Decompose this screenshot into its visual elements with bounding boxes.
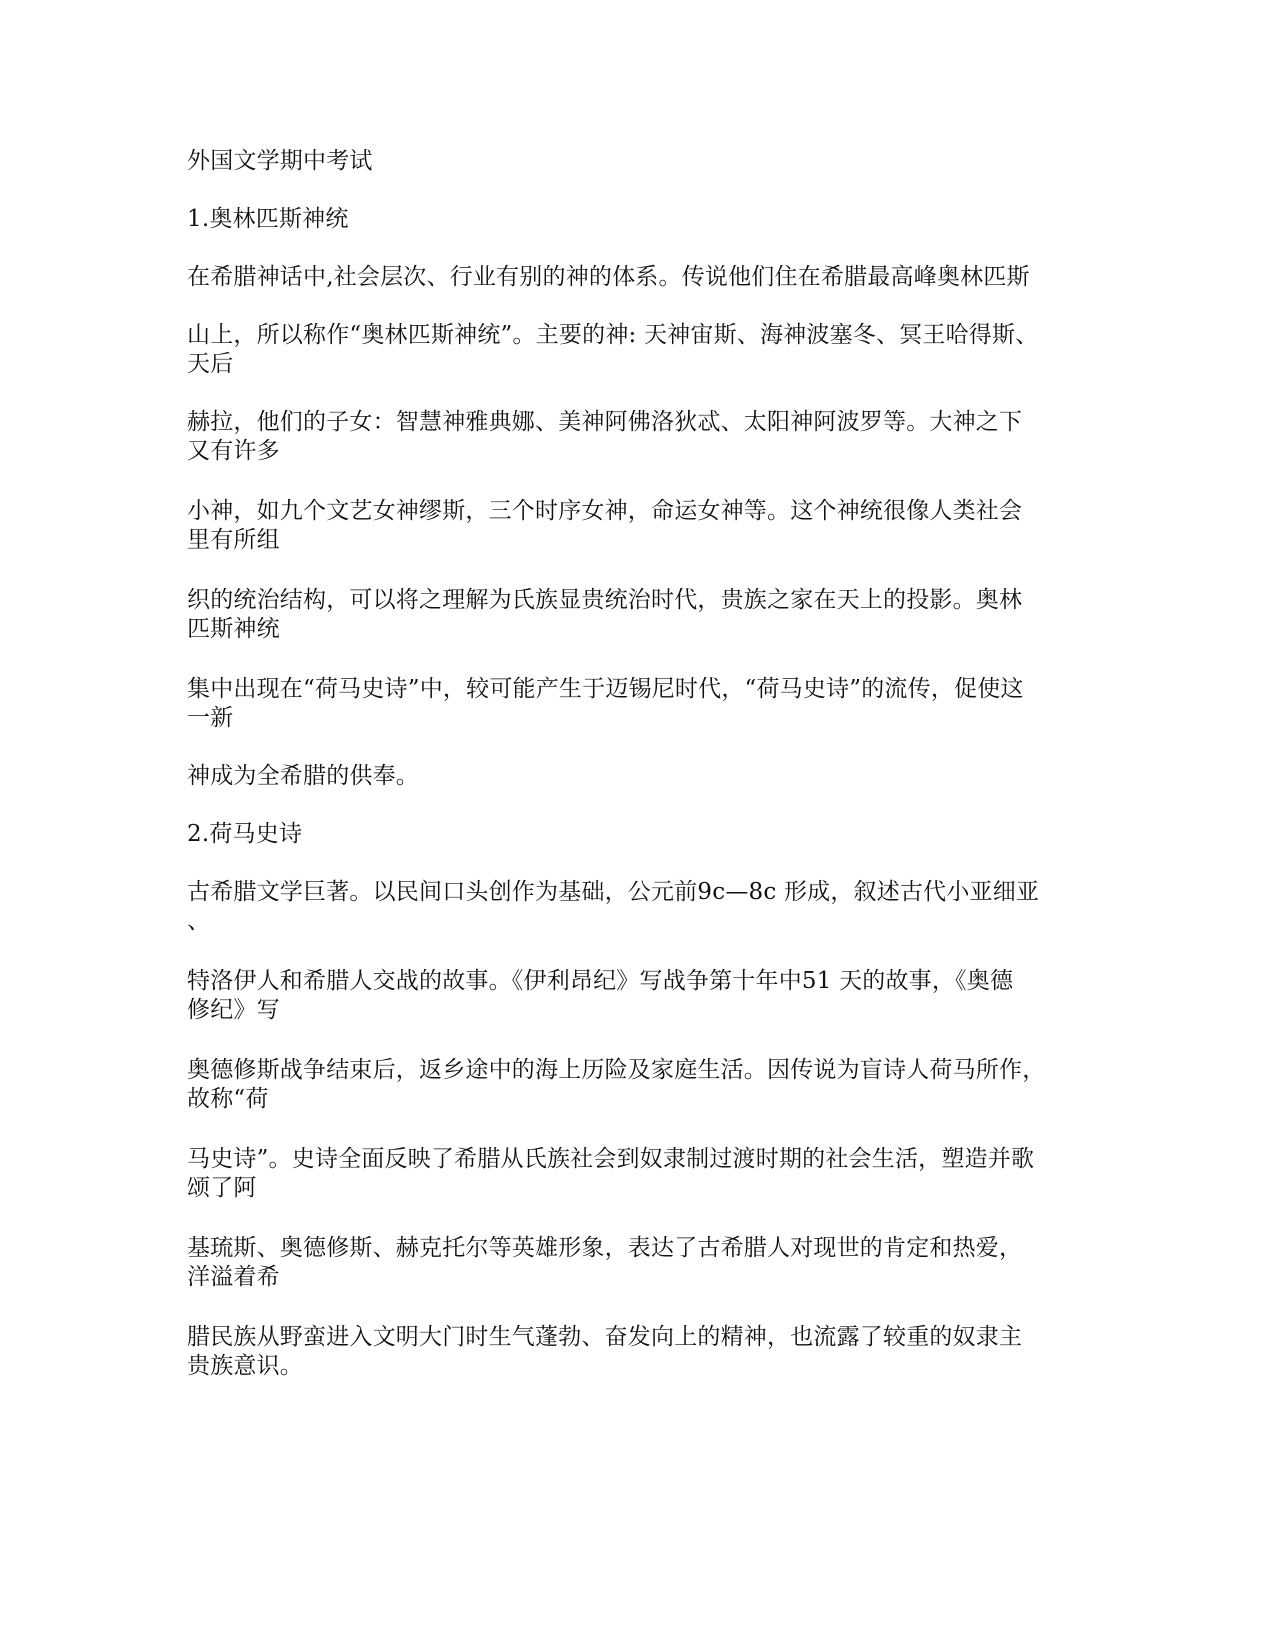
text-line: 山上，所以称作“奥林匹斯神统”。主要的神: 天神宙斯、海神波塞冬、冥王哈得斯、 [187,322,1039,348]
text-line: 基琉斯、奥德修斯、赫克托尔等英雄形象，表达了古希腊人对现世的肯定和热爱， [187,1235,1023,1261]
text-line: 织的统治结构，可以将之理解为氏族显贵统治时代，贵族之家在天上的投影。奥林 [187,587,1023,613]
text-line: 奥德修斯战争结束后，返乡途中的海上历险及家庭生活。因传说为盲诗人荷马所作， [187,1057,1046,1083]
text-line: 天后 [187,351,234,377]
text-line: 修纪》写 [187,997,280,1023]
text-line: 、 [187,908,211,934]
document-title: 外国文学期中考试 [187,148,373,174]
section-heading: 1.奥林匹斯神统 [187,206,349,232]
text-line: 贵族意识。 [187,1353,303,1379]
text-line: 腊民族从野蛮进入文明大门时生气蓬勃、奋发向上的精神，也流露了较重的奴隶主 [187,1324,1023,1350]
text-line: 在希腊神话中,社会层次、行业有别的神的体系。传说他们住在希腊最高峰奥林匹斯 [187,264,1030,290]
text-line: 一新 [187,705,234,731]
text-line: 马史诗”。史诗全面反映了希腊从氏族社会到奴隶制过渡时期的社会生活，塑造并歌 [187,1146,1035,1172]
text-line: 颂了阿 [187,1175,257,1201]
text-line: 小神，如九个文艺女神缪斯，三个时序女神，命运女神等。这个神统很像人类社会 [187,498,1023,524]
text-line: 特洛伊人和希腊人交战的故事。《伊利昂纪》写战争第十年中51 天的故事，《奥德 [187,968,1014,994]
text-line: 洋溢着希 [187,1264,280,1290]
text-line: 又有许多 [187,438,280,464]
text-line: 故称“荷 [187,1086,269,1112]
text-line: 集中出现在“荷马史诗”中，较可能产生于迈锡尼时代，“荷马史诗”的流传，促使这 [187,676,1024,702]
section-heading: 2.荷马史诗 [187,821,303,847]
text-line: 神成为全希腊的供奉。 [187,763,419,789]
text-line: 赫拉，他们的子女：智慧神雅典娜、美神阿佛洛狄忒、太阳神阿波罗等。大神之下 [187,409,1023,435]
text-line: 匹斯神统 [187,616,280,642]
text-line: 里有所组 [187,527,280,553]
text-line: 古希腊文学巨著。以民间口头创作为基础，公元前9c—8c 形成，叙述古代小亚细亚 [187,879,1040,905]
